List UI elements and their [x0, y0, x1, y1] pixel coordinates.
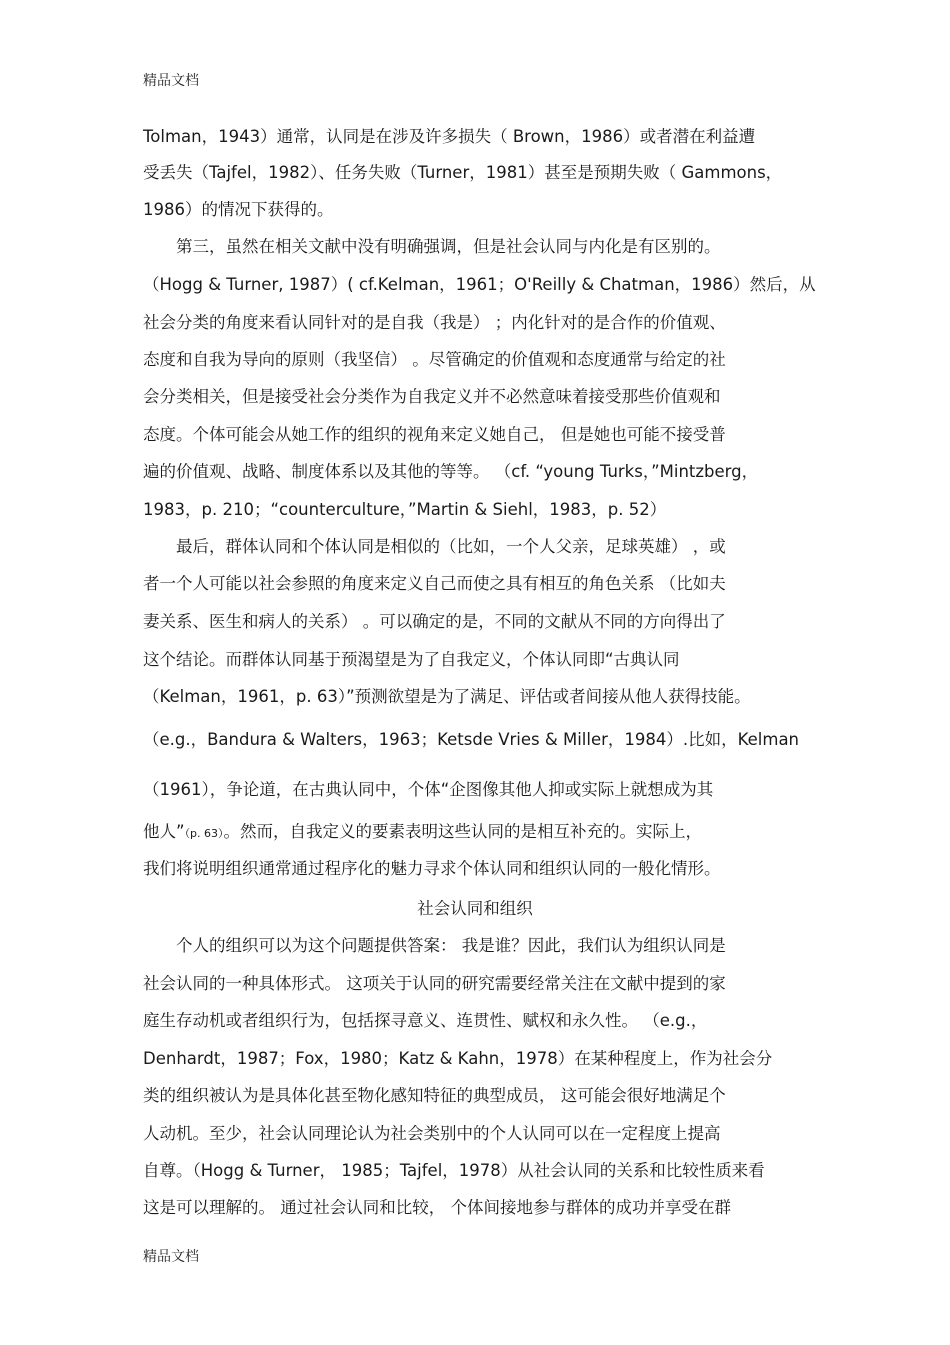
text-line: 1983，p. 210；“counterculture，”Martin & Siehl，1983，p. 52） [143, 500, 667, 519]
inline-citation: （p. 63） [184, 827, 224, 840]
text-segment: 他人” [143, 822, 185, 841]
text-line: 社会认同的一种具体形式。 这项关于认同的研究需要经常关注在文献中提到的家 [143, 974, 726, 993]
text-line: （e.g.，Bandura & Walters，1963；Ketsde Vries & Miller，1984）.比如，Kelman [143, 730, 800, 749]
text-line: 受丢失（Tajfel，1982）、任务失败（Turner，1981）甚至是预期失败（ Gammons， [143, 163, 783, 182]
text-line: （Kelman，1961，p. 63）”预测欲望是为了满足、评估或者间接从他人获得技能。 [143, 687, 751, 706]
text-line: 者一个人可能以社会参照的角度来定义自己而使之具有相互的角色关系 （比如夫 [143, 574, 726, 593]
text-line: 妻关系、医生和病人的关系） 。可以确定的是，不同的文献从不同的方向得出了 [143, 612, 726, 631]
text-segment: 。然而，自我定义的要素表明这些认同的是相互补充的。实际上， [223, 822, 703, 841]
text-line: 类的组织被认为是具体化甚至物化感知特征的典型成员， 这可能会很好地满足个 [143, 1086, 726, 1105]
text-line: 庭生存动机或者组织行为，包括探寻意义、连贯性、赋权和永久性。 （e.g.， [143, 1011, 708, 1030]
text-line: 1986）的情况下获得的。 [143, 200, 334, 219]
text-line [143, 821, 702, 845]
page-header: 精品文档 [143, 73, 199, 89]
text-line: 个人的组织可以为这个问题提供答案： 我是谁？因此，我们认为组织认同是 [143, 936, 726, 955]
text-line: 第三，虽然在相关文献中没有明确强调，但是社会认同与内化是有区别的。 [143, 237, 721, 256]
text-line: 我们将说明组织通常通过程序化的魅力寻求个体认同和组织认同的一般化情形。 [143, 859, 721, 878]
text-line: 自尊。（Hogg & Turner， 1985；Tajfel，1978）从社会认同的关系和比较性质来看 [143, 1161, 765, 1180]
text-line: 这个结论。而群体认同基于预渴望是为了自我定义，个体认同即“古典认同 [143, 650, 680, 669]
text-line: 社会分类的角度来看认同针对的是自我（我是） ；内化针对的是合作的价值观、 [143, 313, 726, 332]
text-line: 遍的价值观、战略、制度体系以及其他的等等。 （cf. “young Turks，”Mintzberg， [143, 462, 759, 481]
text-line: 态度和自我为导向的原则（我坚信） 。尽管确定的价值观和态度通常与给定的社 [143, 350, 726, 369]
text-line: Denhardt，1987；Fox，1980；Katz & Kahn，1978）在某种程度上，作为社会分 [143, 1049, 773, 1068]
section-heading: 社会认同和组织 [417, 899, 533, 918]
text-line: 最后，群体认同和个体认同是相似的（比如，一个人父亲，足球英雄） ，或 [143, 537, 726, 556]
text-line: 态度。个体可能会从她工作的组织的视角来定义她自己， 但是她也可能不接受普 [143, 425, 726, 444]
text-line: Tolman，1943）通常，认同是在涉及许多损失（ Brown，1986）或者潜在利益遭 [143, 127, 756, 146]
text-line: 会分类相关，但是接受社会分类作为自我定义并不必然意味着接受那些价值观和 [143, 387, 721, 406]
text-line: 这是可以理解的。 通过社会认同和比较， 个体间接地参与群体的成功并享受在群 [143, 1198, 731, 1217]
text-line: 人动机。至少，社会认同理论认为社会类别中的个人认同可以在一定程度上提高 [143, 1124, 721, 1143]
text-line: （1961），争论道，在古典认同中，个体“企图像其他人抑或实际上就想成为其 [143, 780, 714, 799]
text-line: （Hogg & Turner, 1987）( cf.Kelman，1961；O'Reilly & Chatman，1986）然后，从 [143, 275, 816, 294]
page-footer: 精品文档 [143, 1249, 199, 1265]
